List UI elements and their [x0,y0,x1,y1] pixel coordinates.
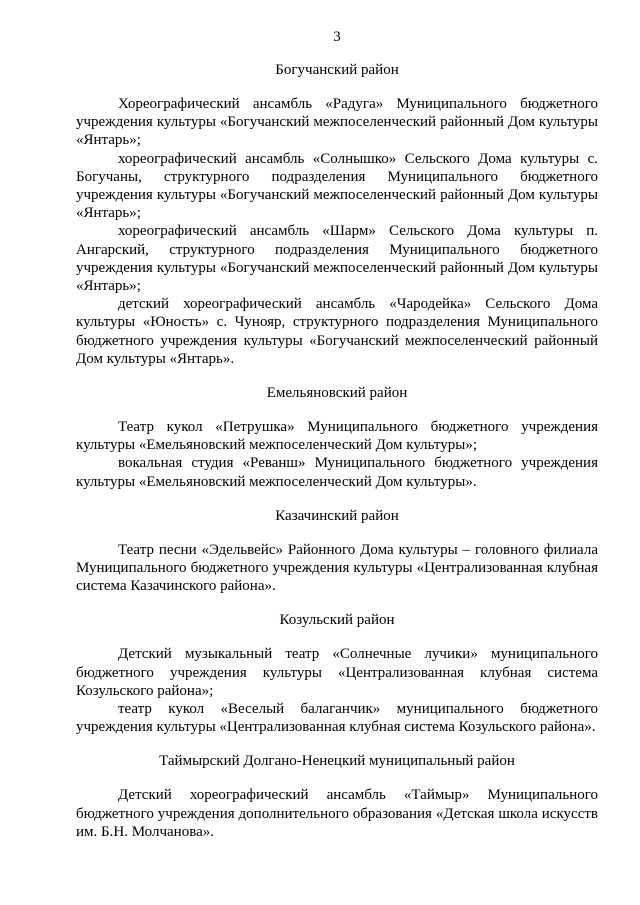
paragraph: Хореографический ансамбль «Радуга» Муниципального бюджетного учреждения культуры «Богучанский межпоселенческий районный Дом культуры «Янтарь»; [76,96,598,149]
section-heading: Таймырский Долгано-Ненецкий муниципальный район [159,753,515,770]
paragraph: Детский хореографический ансамбль «Таймыр» Муниципального бюджетного учреждения дополнительного образования «Детская школа искусств им. Б.Н. Молчанова». [76,787,598,840]
section-boguchany [76,61,598,368]
section-spacer [76,491,598,507]
section-spacer [76,368,598,384]
section-kozulka [76,611,598,736]
document-page [76,28,598,841]
paragraph: вокальная студия «Реванш» Муниципального бюджетного учреждения культуры «Емельяновский межпоселенческий Дом культуры». [76,455,598,490]
paragraph: детский хореографический ансамбль «Чародейка» Сельского Дома культуры «Юность» с. Чунояр, структурного подразделения Муниципального бюджетного учреждения культуры «Богучанский межпоселенческий районный Дом культуры «Янтарь». [76,296,598,367]
section-heading: Емельяновский район [266,385,408,402]
paragraph: Театр кукол «Петрушка» Муниципального бюджетного учреждения культуры «Емельяновский межпоселенческий Дом культуры»; [76,419,598,454]
section-heading: Козульский район [279,612,395,629]
paragraph: Театр песни «Эдельвейс» Районного Дома культуры – головного филиала Муниципального бюджетного учреждения культуры «Централизованная клубная система Казачинского района». [76,541,598,595]
section-emelyanovo [76,384,598,491]
section-heading: Богучанский район [275,62,399,78]
paragraph: Детский музыкальный театр «Солнечные лучики» муниципального бюджетного учреждения культуры «Централизованная клубная система Козульского района»; [76,646,598,699]
paragraph: театр кукол «Веселый балаганчик» муниципального бюджетного учреждения культуры «Централизованная клубная система Козульского района». [76,701,598,736]
page-number: 3 [333,29,341,45]
section-taimyr [76,752,598,841]
section-spacer [76,595,598,611]
paragraph: хореографический ансамбль «Шарм» Сельского Дома культуры п. Ангарский, структурного подразделения Муниципального бюджетного учреждения культуры «Богучанский межпоселенческий районный Дом культуры «Янтарь»; [76,223,598,295]
section-spacer [76,736,598,752]
paragraph: хореографический ансамбль «Солнышко» Сельского Дома культуры с. Богучаны, структурного подразделения Муниципального бюджетного учреждения культуры «Богучанский межпоселенческий районный Дом культуры «Янтарь»; [76,150,598,222]
section-kazachinsk [76,507,598,596]
section-heading: Казачинский район [275,507,399,524]
